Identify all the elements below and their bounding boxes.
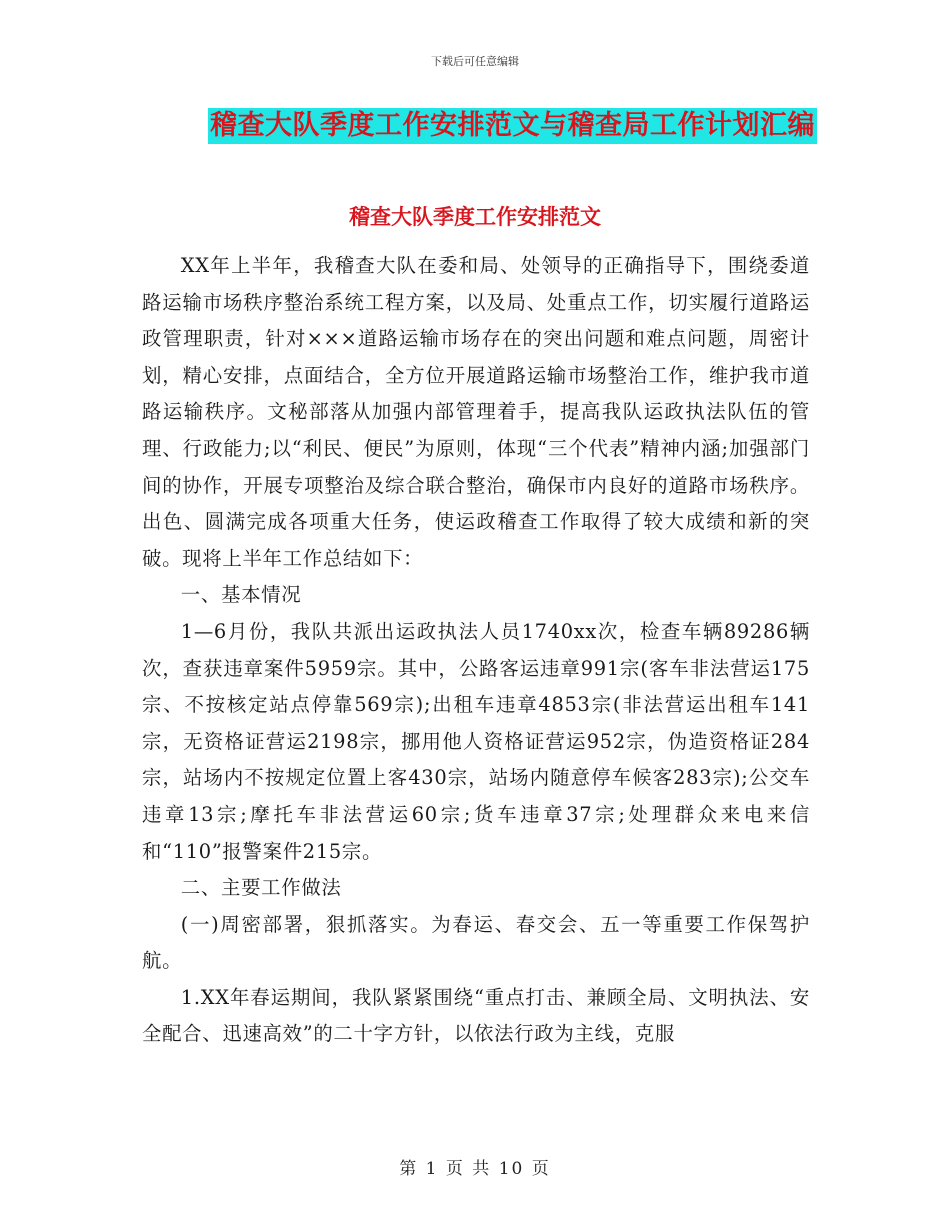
paragraph-spring-transport: 1.XX年春运期间，我队紧紧围绕“重点打击、兼顾全局、文明执法、安全配合、迅速高效”的二十字方针，以依法行政为主线，克服 [142, 985, 810, 1046]
heading-main-practices: 二、主要工作做法 [180, 876, 342, 900]
heading-basic-situation: 一、基本情况 [180, 583, 302, 607]
main-title-container [208, 108, 817, 144]
main-title: 稽查大队季度工作安排范文与稽查局工作计划汇编 [208, 108, 817, 144]
paragraph-statistics: 1—6月份，我队共派出运政执法人员1740xx次，检查车辆89286辆次，查获违章案件5959宗。其中，公路客运违章991宗(客车非法营运175宗、不按核定站点停靠569宗);出租车违章4853宗(非法营运出租车141宗，无资格证营运2198宗，挪用他人资格证营运952宗，伪造资格证284宗，站场内不按规定位置上客430宗，站场内随意停车候客283宗);公交车违章13宗;摩托车非法营运60宗;货车违章37宗;处理群众来电来信和“110”报警案件215宗。 [142, 619, 810, 863]
paragraph-subsection-one: (一)周密部署，狠抓落实。为春运、春交会、五一等重要工作保驾护航。 [142, 912, 810, 973]
document-body [142, 248, 810, 1053]
page-footer: 第 1 页 共 10 页 [399, 1159, 551, 1179]
paragraph-intro: XX年上半年，我稽查大队在委和局、处领导的正确指导下，围绕委道路运输市场秩序整治系统工程方案，以及局、处重点工作，切实履行道路运政管理职责，针对×××道路运输市场存在的突出问题和难点问题，周密计划，精心安排，点面结合，全方位开展道路运输市场整治工作，维护我市道路运输秩序。文秘部落从加强内部管理着手，提高我队运政执法队伍的管理、行政能力;以“利民、便民”为原则，体现“三个代表”精神内涵;加强部门间的协作，开展专项整治及综合联合整治，确保市内良好的道路市场秩序。出色、圆满完成各项重大任务，使运政稽查工作取得了较大成绩和新的突破。现将上半年工作总结如下： [142, 254, 810, 570]
section-title: 稽查大队季度工作安排范文 [349, 205, 601, 229]
header-note: 下载后可任意编辑 [431, 55, 519, 68]
